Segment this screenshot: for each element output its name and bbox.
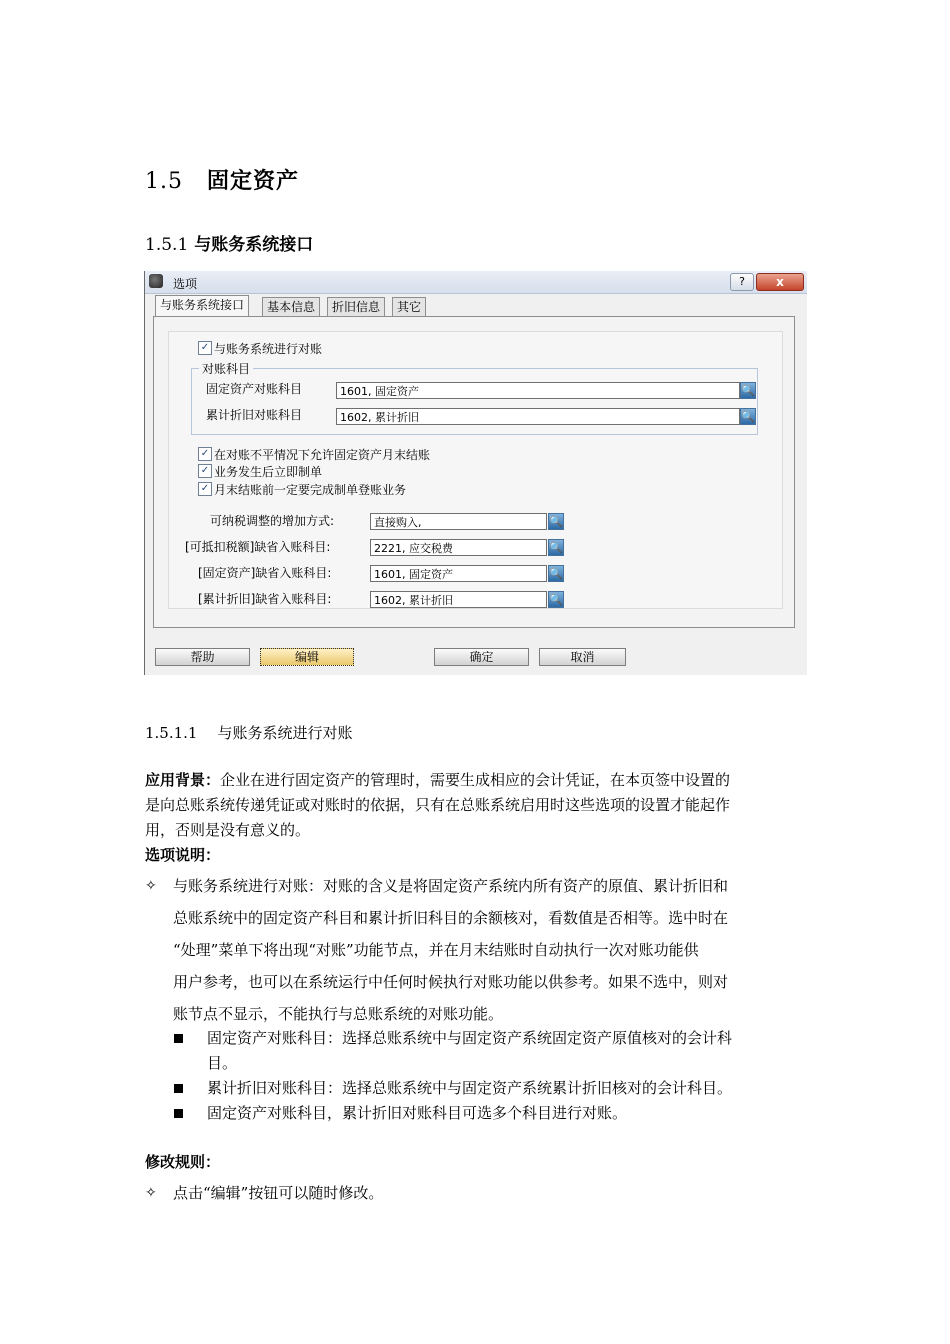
tab-accounting-interface[interactable]: 与账务系统接口: [155, 295, 249, 316]
depreciation-account-label: 累计折旧对账科目: [206, 408, 303, 422]
tab-depreciation-info[interactable]: 折旧信息: [327, 297, 385, 316]
allow-close-checkbox[interactable]: ✓: [198, 447, 212, 461]
search-icon[interactable]: 🔍: [549, 541, 563, 554]
depr-default-label: [累计折旧]缺省入账科目:: [198, 592, 332, 606]
background-line-3: 用，否则是没有意义的。: [145, 821, 311, 839]
dialog-title: 选项: [173, 277, 198, 291]
square-bullet-icon: [174, 1109, 183, 1118]
depr-default-field[interactable]: 1602, 累计折旧: [370, 591, 547, 608]
subsection-heading: [145, 230, 313, 255]
diamond-bullet-icon: ✧: [145, 878, 157, 894]
sub-item-2: 累计折旧对账科目：选择总账系统中与固定资产系统累计折旧核对的会计科目。: [207, 1079, 733, 1097]
deductible-tax-field[interactable]: 2221, 应交税费: [370, 539, 547, 556]
month-end-checkbox[interactable]: ✓: [198, 482, 212, 496]
instant-voucher-label: 业务发生后立即制单: [214, 465, 323, 479]
reconcile-label: 与账务系统进行对账: [214, 342, 323, 356]
desc-line-2: 总账系统中的固定资产科目和累计折旧科目的余额核对，看数值是否相等。选中时在: [173, 909, 729, 927]
section-title: 固定资产: [207, 168, 300, 194]
group-legend: 对账科目: [199, 360, 253, 377]
search-icon[interactable]: 🔍: [741, 410, 755, 423]
square-bullet-icon: [174, 1034, 183, 1043]
sub-item-1a: 固定资产对账科目：选择总账系统中与固定资产系统固定资产原值核对的会计科: [207, 1029, 733, 1047]
ok-button[interactable]: 确定: [434, 648, 529, 666]
background-label: 应用背景：: [145, 771, 221, 789]
desc-line-5: 账节点不显示，不能执行与总账系统的对账功能。: [173, 1005, 504, 1023]
search-icon[interactable]: 🔍: [741, 384, 755, 397]
subsection-number: 1.5.1: [145, 235, 189, 255]
background-line-2: 是向总账系统传递凭证或对账时的依据，只有在总账系统启用时这些选项的设置才能起作: [145, 796, 731, 814]
search-icon[interactable]: 🔍: [549, 567, 563, 580]
modify-item: 点击“编辑”按钮可以随时修改。: [173, 1184, 384, 1202]
modify-label: 修改规则：: [145, 1153, 221, 1171]
section-number: 1.5: [145, 169, 183, 194]
square-bullet-icon: [174, 1084, 183, 1093]
tab-other[interactable]: 其它: [392, 297, 426, 316]
tax-mode-label: 可纳税调整的增加方式:: [210, 514, 335, 528]
section-heading: [145, 164, 299, 195]
depreciation-account-field[interactable]: 1602, 累计折旧: [336, 408, 740, 425]
edit-button[interactable]: 编辑: [260, 648, 354, 666]
month-end-label: 月末结账前一定要完成制单登账业务: [214, 483, 407, 497]
background-text-1: 企业在进行固定资产的管理时，需要生成相应的会计凭证，在本页签中设置的: [220, 771, 731, 789]
fixed-asset-account-field[interactable]: 1601, 固定资产: [336, 382, 740, 399]
help-icon[interactable]: ?: [730, 273, 754, 291]
cancel-button[interactable]: 取消: [539, 648, 626, 666]
desc-line-3: “处理”菜单下将出现“对账”功能节点，并在月末结账时自动执行一次对账功能供: [173, 941, 699, 959]
desc-line-4: 用户参考，也可以在系统运行中任何时候执行对账功能以供参考。如果不选中，则对: [173, 973, 729, 991]
allow-close-label: 在对账不平情况下允许固定资产月末结账: [214, 448, 431, 462]
instant-voucher-checkbox[interactable]: ✓: [198, 464, 212, 478]
options-dialog: [144, 271, 807, 675]
fixed-default-field[interactable]: 1601, 固定资产: [370, 565, 547, 582]
fixed-default-label: [固定资产]缺省入账科目:: [198, 566, 332, 580]
sub-item-1b: 目。: [207, 1054, 238, 1072]
search-icon[interactable]: 🔍: [549, 593, 563, 606]
dialog-titlebar: [145, 271, 807, 294]
background-line-1: [145, 768, 730, 793]
search-icon[interactable]: 🔍: [549, 515, 563, 528]
subsubsection-title: 与账务系统进行对账: [217, 724, 353, 742]
subsubsection-number: 1.5.1.1: [145, 724, 198, 742]
help-button[interactable]: 帮助: [155, 648, 250, 666]
deductible-tax-label: [可抵扣税额]缺省入账科目:: [185, 540, 331, 554]
subsubsection-heading: [145, 722, 353, 743]
tax-mode-field[interactable]: 直接购入,: [370, 513, 547, 530]
fixed-asset-account-label: 固定资产对账科目: [206, 382, 303, 396]
sub-item-3: 固定资产对账科目，累计折旧对账科目可选多个科目进行对账。: [207, 1104, 628, 1122]
tab-basic-info[interactable]: 基本信息: [262, 297, 320, 316]
app-icon: [149, 274, 163, 288]
close-icon[interactable]: x: [756, 273, 804, 291]
subsection-title: 与账务系统接口: [194, 235, 314, 255]
options-label: 选项说明：: [145, 846, 221, 864]
reconcile-checkbox[interactable]: ✓: [198, 341, 212, 355]
desc-line-1: 与账务系统进行对账：对账的含义是将固定资产系统内所有资产的原值、累计折旧和: [173, 877, 729, 895]
diamond-bullet-icon: ✧: [145, 1185, 157, 1201]
